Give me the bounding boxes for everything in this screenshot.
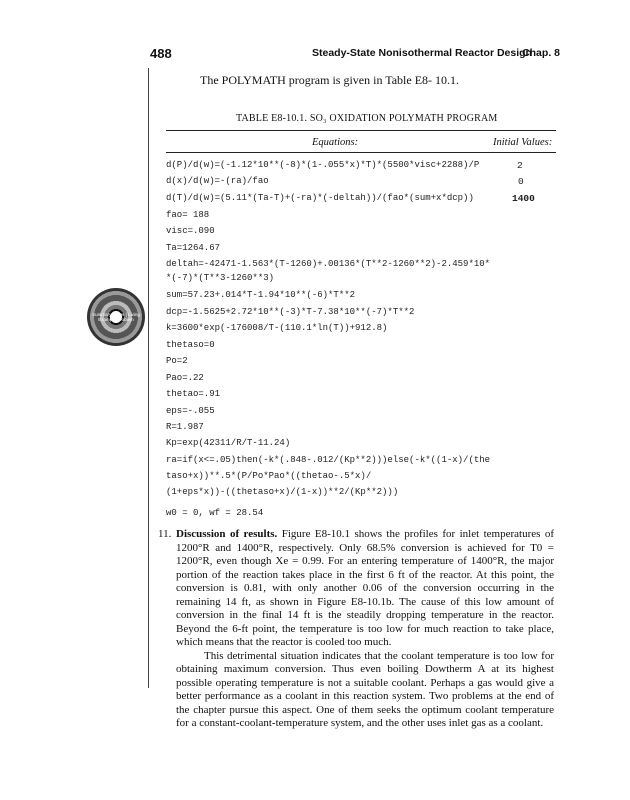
code-line: visc=.090 (166, 226, 215, 236)
code-line: (1+eps*x))-((thetaso+x)/(1-x))**2/(Kp**2))) (166, 487, 399, 497)
code-line: d(T)/d(w)=(5.11*(Ta-T)+(-ra)*(-deltah))/(fao*(sum+x*dcp)) (166, 193, 474, 203)
code-line: ra=if(x<=.05)then(-k*(.848-.012/(Kp**2)))else(-k*((1-x)/(the (166, 455, 491, 465)
discussion-heading: Discussion of results. (176, 528, 278, 540)
initial-values-heading: Initial Values: (493, 137, 553, 148)
page-header (150, 46, 560, 64)
initial-value-x: 0 (518, 176, 524, 187)
code-line: w0 = 0, wf = 28.54 (166, 508, 264, 518)
initial-value-p: 2 (517, 160, 523, 171)
code-line: thetao=.91 (166, 389, 221, 399)
table-top-rule (166, 130, 556, 131)
page-number: 488 (150, 46, 172, 61)
code-line: deltah=-42471-1.563*(T-1260)+.00136*(T**2-1260**2)-2.459*10* (166, 259, 491, 269)
code-line: Pao=.22 (166, 373, 204, 383)
code-line: k=3600*exp(-176008/T-(110.1*ln(T))+912.8) (166, 323, 388, 333)
cd-rom-label: Summary Notes | Living Example Problem (92, 312, 140, 322)
table-caption: TABLE E8-10.1. SO₃ OXIDATION POLYMATH PROGRAM (236, 113, 498, 124)
table-header-rule (166, 152, 556, 153)
discussion-section (158, 528, 554, 731)
initial-value-t: 1400 (512, 193, 535, 204)
code-line: d(x)/d(w)=-(ra)/fao (166, 176, 269, 186)
code-line: dcp=-1.5625+2.72*10**(-3)*T-7.38*10**(-7)*T**2 (166, 307, 415, 317)
code-line: eps=-.055 (166, 406, 215, 416)
running-title: Steady-State Nonisothermal Reactor Design (312, 47, 532, 59)
code-line: Kp=exp(42311/R/T-11.24) (166, 438, 291, 448)
code-line: R=1.987 (166, 422, 204, 432)
code-line: Ta=1264.67 (166, 243, 221, 253)
code-line: d(P)/d(w)=(-1.12*10**(-8)*(1-.055*x)*T)*(5500*visc+2288)/P (166, 160, 480, 170)
code-line: fao= 188 (166, 210, 210, 220)
code-line: thetaso=0 (166, 340, 215, 350)
intro-sentence: The POLYMATH program is given in Table E8- 10.1. (200, 73, 460, 87)
code-line: Po=2 (166, 356, 188, 366)
discussion-paragraph-1: Figure E8-10.1 shows the profiles for inlet temperatures of 1200°R and 1400°R, respectively. Only 68.5% conversion is achieved for T0 = 1200°R, even though Xe = 0.99. For an entering temperature of 1400°R, the major portion of the reaction takes place in the first 6 ft of the reactor. At this point, the conversion is 0.81, with only another 0.06 of the conversion occurring in the remaining 14 ft, as shown in Figure E8-10.1b. The cause of this low amount of conversion in the final 14 ft is the steadily dropping temperature in the reactor. Beyond the 6-ft point, the temperature is too low for much reaction to take place, which means that the reactor is cooled too much. (176, 528, 554, 648)
margin-change-bar (148, 68, 149, 688)
code-line: sum=57.23+.014*T-1.94*10**(-6)*T**2 (166, 290, 356, 300)
item-number: 11. (158, 528, 172, 540)
chapter-label: Chap. 8 (522, 47, 560, 59)
code-line: taso+x))**.5*(P/Po*Pao*((thetao-.5*x)/ (166, 471, 372, 481)
code-line: *(-7)*(T**3-1260**3) (166, 273, 275, 283)
equations-heading: Equations: (312, 137, 359, 148)
discussion-paragraph-2: This detrimental situation indicates that the coolant temperature is too low for obtaining maximum conversion. Thus even boiling Dowtherm A at its highest possible operating temperature is not a suitable coolant. Perhaps a gas would give a better performance as a coolant in this reaction system. Two problems at the end of the chapter pursue this aspect. One of them seeks the optimum coolant temperature for a constant-coolant-temperature system, and the other uses inlet gas as a coolant. (176, 649, 554, 729)
